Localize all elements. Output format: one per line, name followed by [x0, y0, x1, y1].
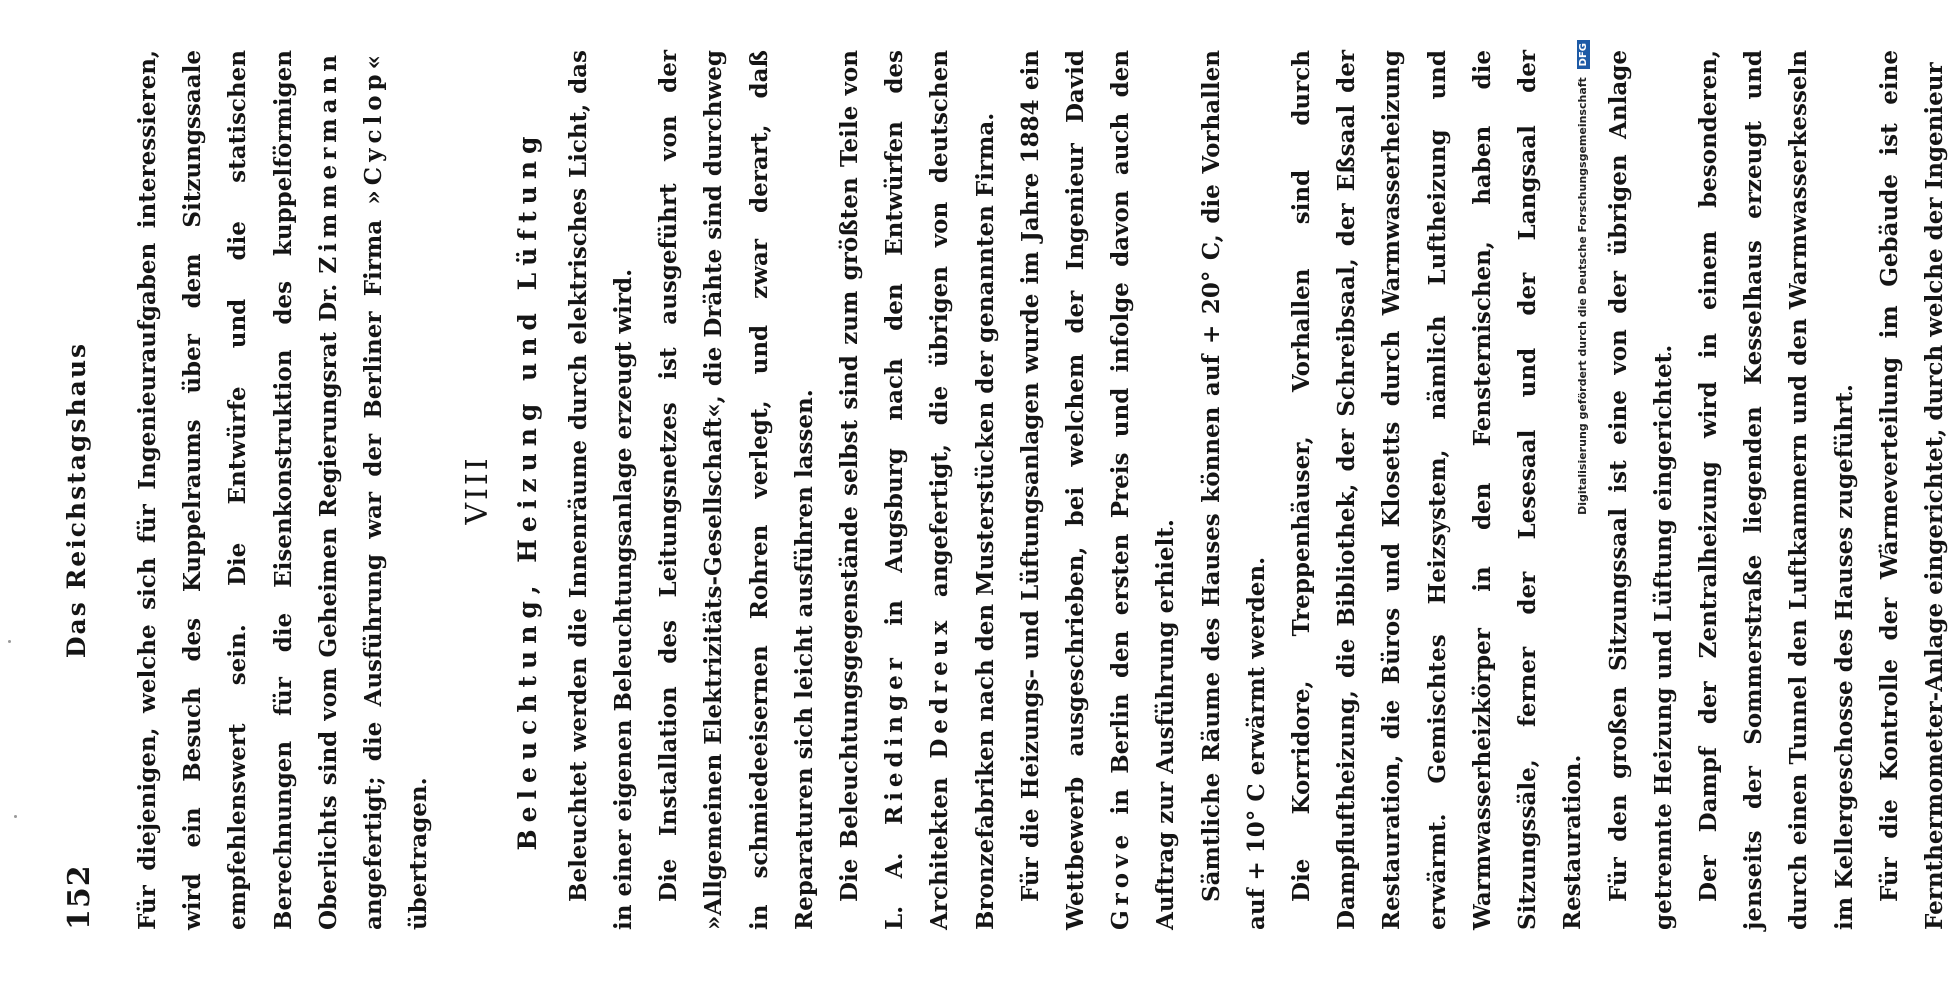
paragraph: Für den großen Sitzungssaal ist eine von der übrigen Anlage getrennte Heizung und Lüftung eingerichtet. [1604, 50, 1677, 930]
person-name: Grove [1107, 829, 1135, 930]
paragraph: Beleuchtet werden die Innenräume durch elektrisches Licht, das in einer eigenen Beleuchtungsanlage erzeugt wird. [564, 50, 638, 930]
page-number: 152 [62, 864, 97, 930]
paragraph: Die Beleuchtungsgegenstände selbst sind zum größten Teile von L. A. Riedinger in Augsburg nach den Entwürfen des Architekten Dedreux angefertigt, die übrigen von deutschen Bronzefabriken nach den Musterstücken der genannten Firma. [836, 50, 999, 930]
paragraph: Sämtliche Räume des Hauses können auf + 20° C, die Vorhallen auf + 10° C erwärmt werden. [1197, 50, 1270, 930]
section-title: Beleuchtung, Heizung und Lüftung [512, 129, 542, 851]
dfg-logo-icon: DFG [1577, 40, 1590, 69]
person-name: Riedinger [881, 653, 909, 825]
body-text [125, 50, 1957, 930]
paragraph: Der Dampf der Zentralheizung wird in einem besonderen, jenseits der Sommerstraße liegenden Kesselhaus erzeugt und durch einen Tunnel den Luftkammern und den Warmwasserkesseln im Kellergeschosse des Hauses zugeführt. [1694, 50, 1858, 930]
paragraph: Für die Heizungs- und Lüftungsanlagen wurde im Jahre 1884 ein Wettbewerb ausgeschrieben, bei welchem der Ingenieur David Grove in Berlin den ersten Preis und infolge davon auch den Auftrag zur Ausführung erhielt. [1016, 49, 1180, 930]
dfg-note-text: Digitalisierung gefördert durch die Deutsche Forschungsgemeinschaft [1576, 77, 1589, 515]
person-name: Dedreux [926, 615, 954, 759]
scan-speck [8, 640, 11, 643]
person-name: Zimmermann [314, 50, 342, 274]
section-number: VIII [460, 455, 496, 525]
running-title: Das Reichstagshaus [62, 341, 91, 659]
running-head [62, 70, 102, 930]
scan-speck [14, 815, 17, 818]
paragraph: Für die Kontrolle der Wärmeverteilung im Gebäude ist eine Fernthermometer-Anlage eingerichtet, durch welche der Ingenieur [1875, 50, 1948, 930]
firm-name: »Cyclop« [360, 50, 388, 205]
paragraph: Die Korridore, Treppenhäuser, Vorhallen sind durch Dampfluftheizung, die Bibliothek, der Schreibsaal, der Eßsaal der Restauration, die Büros und Klosetts durch Warmwasserheizung erwärmt. Gemischtes Heizsystem, nämlich Luftheizung und Warmwasserheizkörper in den Fensternischen, haben die Sitzungssäle, ferner der Lesesaal und der Langsaal der Restauration. [1288, 50, 1587, 930]
paragraph: Die Installation des Leitungsnetzes ist ausgeführt von der »Allgemeinen Elektrizitäts-Gesellschaft«, die Drähte sind durchweg in schmiedeeisernen Rohren verlegt, und zwar derart, daß Reparaturen sich leicht ausführen lassen. [655, 50, 818, 930]
paragraph: Für diejenigen, welche sich für Ingenieuraufgaben interessieren, wird ein Besuch des Kuppelraums über dem Sitzungssaale empfehlenswert sein. Die Entwürfe und die statischen Berechnungen für die Eisenkonstruktion des kuppelförmigen Oberlichts sind vom Geheimen Regierungsrat Dr. Zimmermann angefertigt; die Ausführung war der Berliner Firma »Cyclop« übertragen. [134, 50, 433, 930]
dfg-funding-note [1572, 0, 1596, 1000]
